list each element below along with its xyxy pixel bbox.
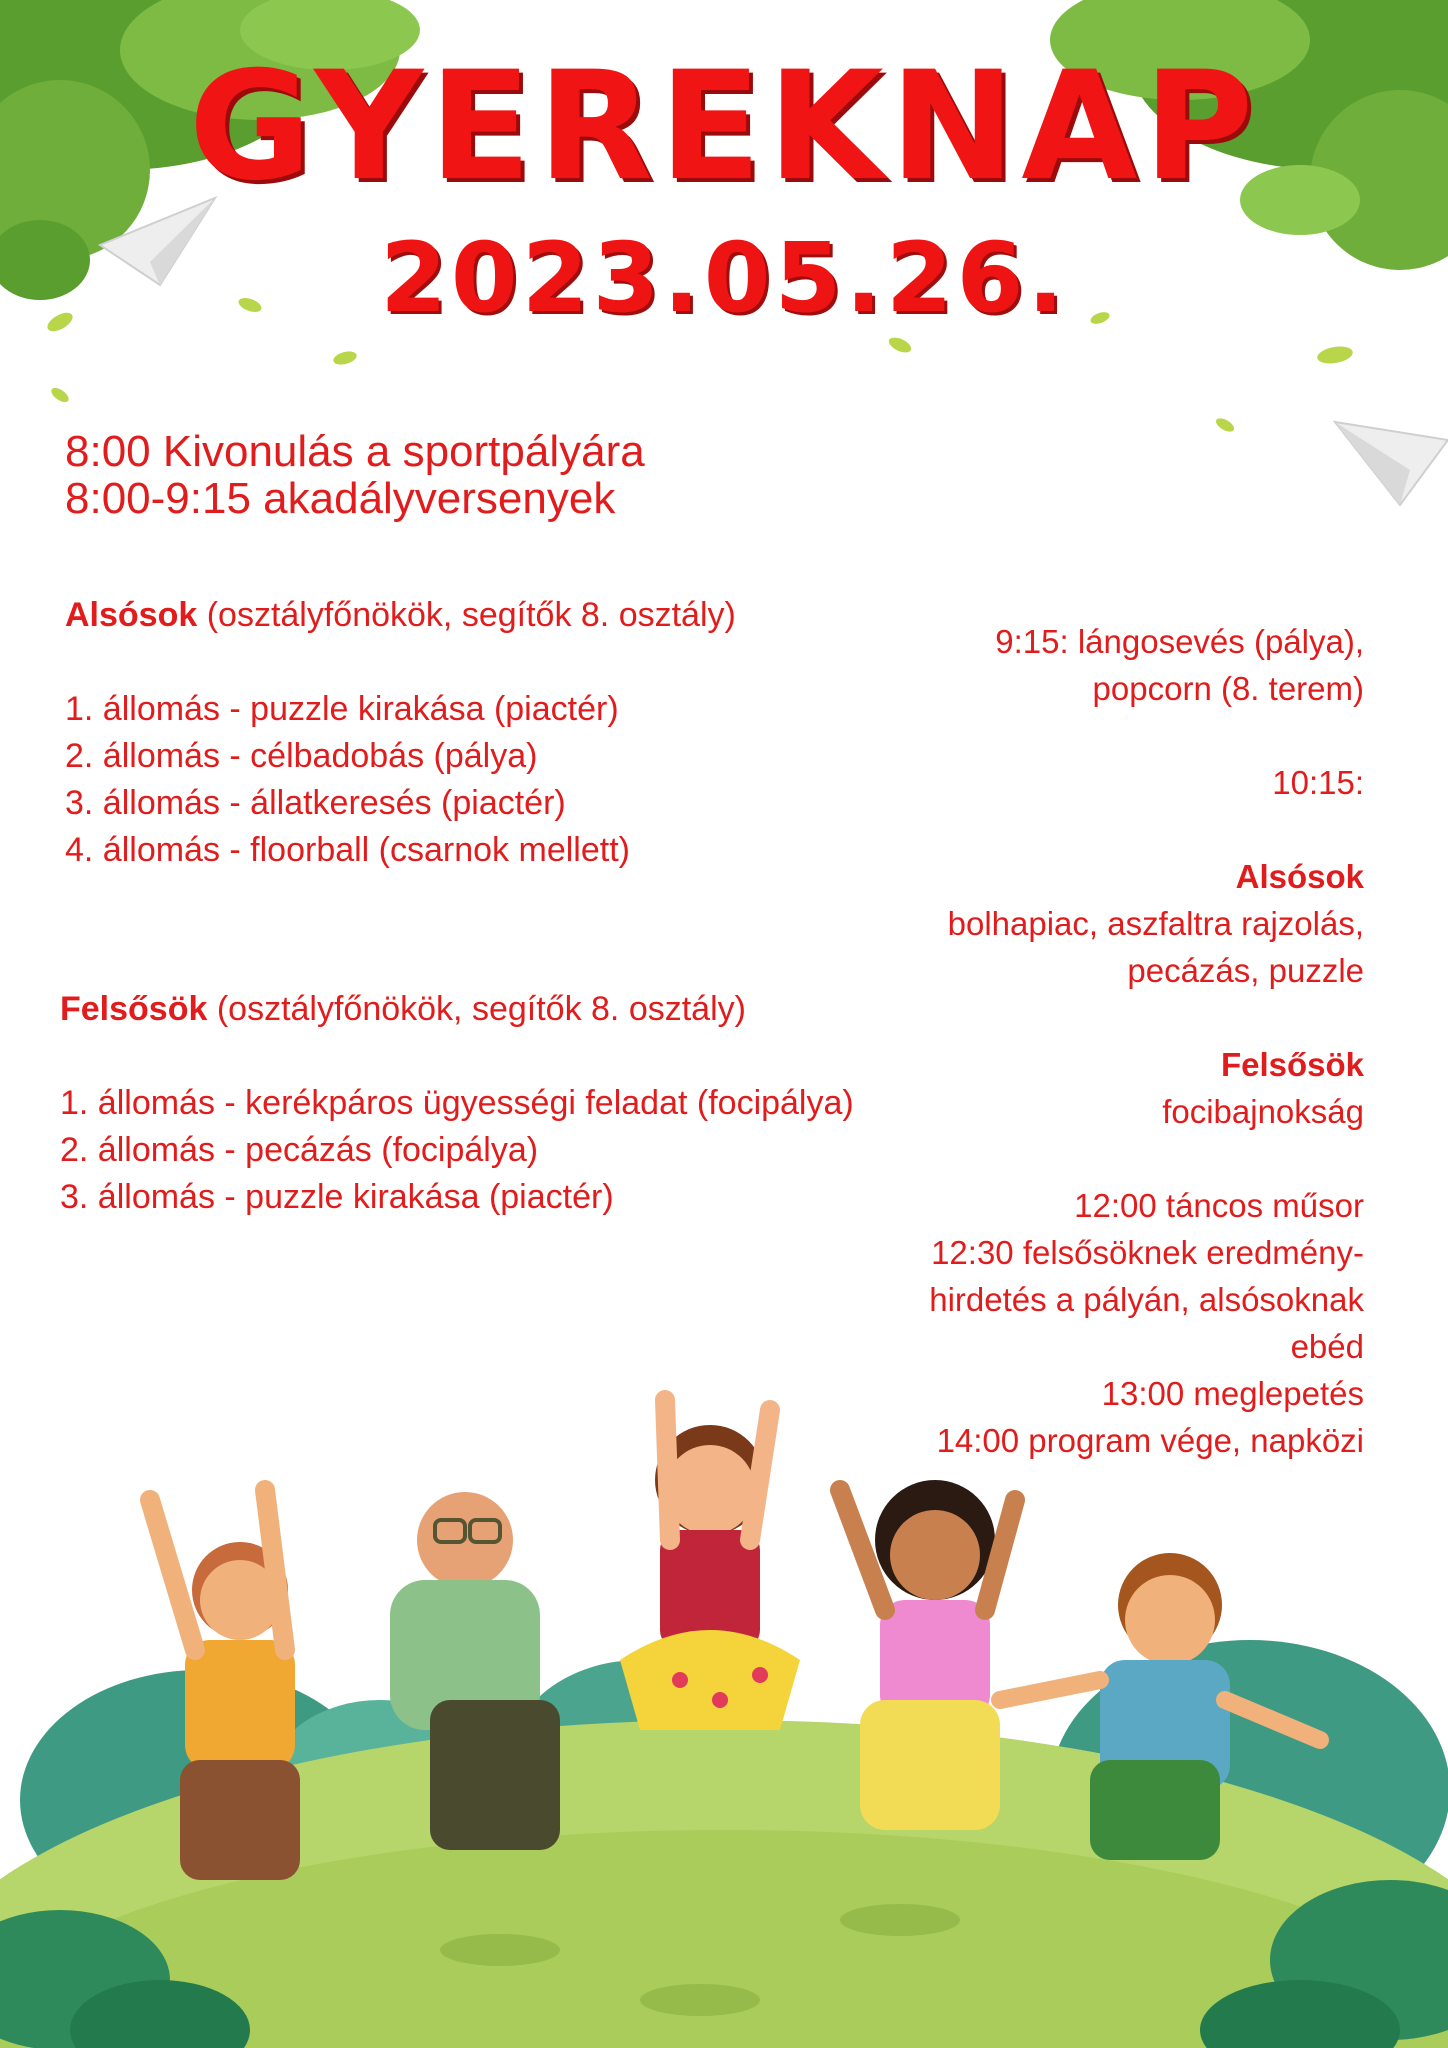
upper-grades-note: (osztályfőnökök, segítők 8. osztály) (207, 990, 746, 1028)
list-item: 1. állomás - puzzle kirakása (piactér) (65, 690, 619, 728)
list-item: 2. állomás - pecázás (focipálya) (60, 1131, 539, 1169)
list-item: 2. állomás - célbadobás (pálya) (65, 737, 538, 775)
list-item: 4. állomás - floorball (csarnok mellett) (65, 831, 630, 869)
schedule-line: 14:00 program vége, napközi (936, 1422, 1364, 1459)
paper-plane-right (1335, 422, 1448, 505)
schedule-lower-heading: Alsósok (1235, 858, 1364, 895)
list-item: 3. állomás - puzzle kirakása (piactér) (60, 1178, 614, 1216)
upper-grades-section (60, 986, 854, 1221)
schedule-line: focibajnokság (1162, 1093, 1364, 1130)
schedule-line: ebéd (1290, 1328, 1364, 1365)
list-item: 3. állomás - állatkeresés (piactér) (65, 784, 566, 822)
lower-grades-note: (osztályfőnökök, segítők 8. osztály) (197, 596, 736, 634)
schedule-line: 9:15: lángosevés (pálya), (995, 623, 1364, 660)
schedule-upper-heading: Felsősök (1220, 1046, 1364, 1083)
upper-grades-header (60, 986, 854, 1033)
schedule-line: popcorn (8. terem) (1092, 670, 1364, 707)
intro-schedule (65, 428, 645, 522)
kid-3 (620, 1400, 800, 1730)
schedule-line: 12:30 felsősöknek eredmény- (931, 1234, 1364, 1271)
schedule-line: hirdetés a pályán, alsósoknak (929, 1281, 1364, 1318)
poster-title: GYEREKNAP (188, 40, 1260, 214)
lower-grades-heading: Alsósok (65, 596, 198, 634)
schedule-line: bolhapiac, aszfaltra rajzolás, (947, 905, 1364, 942)
schedule-line: pecázás, puzzle (1127, 952, 1364, 989)
intro-line-2: 8:00-9:15 akadályversenyek (65, 474, 616, 523)
list-item: 1. állomás - kerékpáros ügyességi feladat (focipálya) (60, 1084, 854, 1122)
lower-grades-header (65, 592, 736, 639)
upper-grades-heading: Felsősök (60, 990, 208, 1028)
schedule-line: 12:00 táncos műsor (1074, 1187, 1364, 1224)
intro-line-1: 8:00 Kivonulás a sportpályára (65, 427, 645, 476)
lower-grades-section (65, 592, 736, 874)
schedule-line: 13:00 meglepetés (1101, 1375, 1364, 1412)
schedule-time: 10:15: (1272, 764, 1364, 801)
kid-4 (840, 1480, 1015, 1830)
day-schedule (804, 618, 1364, 1464)
event-date: 2023.05.26. (380, 222, 1068, 334)
